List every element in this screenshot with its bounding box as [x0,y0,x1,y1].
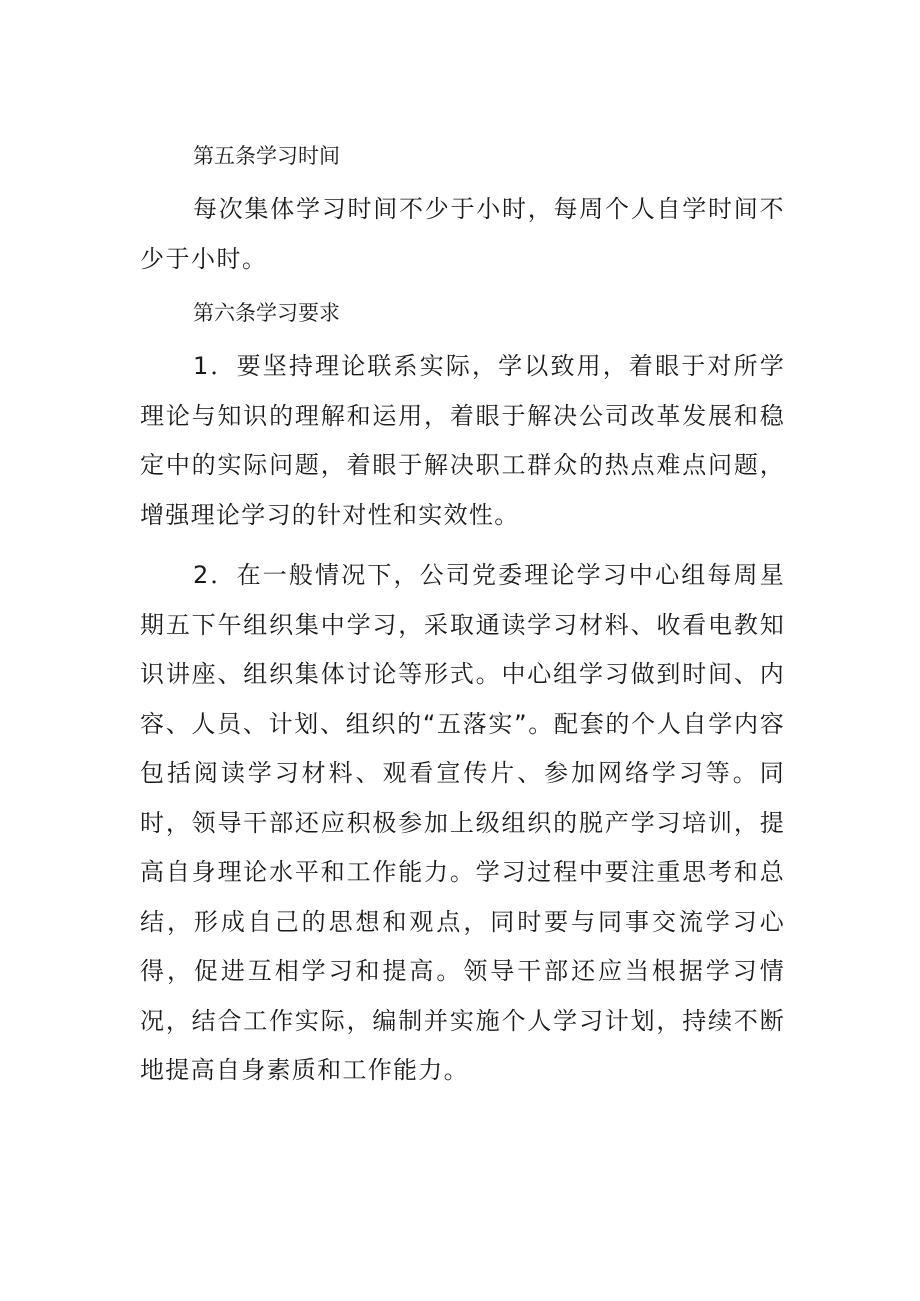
section-heading-study-time: 第五条学习时间 [193,144,340,168]
paragraph-requirement-1: 1．要坚持理论联系实际，学以致用，着眼于对所学理论与知识的理解和运用，着眼于解决公司改革发展和稳定中的实际问题，着眼于解决职工群众的热点难点问题，增强理论学习的针对性和实效性。 [140,352,785,529]
document-body [140,138,785,1107]
paragraph-requirement-2: 2．在一般情况下，公司党委理论学习中心组每周星期五下午组织集中学习，采取通读学习材料、收看电教知识讲座、组织集体讨论等形式。中心组学习做到时间、内容、人员、计划、组织的“五落实”。配套的个人自学内容包括阅读学习材料、观看宣传片、参加网络学习等。同时，领导干部还应积极参加上级组织的脱产学习培训，提高自身理论水平和工作能力。学习过程中要注重思考和总结，形成自己的思想和观点，同时要与同事交流学习心得，促进互相学习和提高。领导干部还应当根据学习情况，结合工作实际，编制并实施个人学习计划，持续不断地提高自身素质和工作能力。 [140,561,785,1084]
section-heading-study-requirements: 第六条学习要求 [193,301,340,325]
paragraph-study-time: 每次集体学习时间不少于小时，每周个人自学时间不少于小时。 [140,195,785,273]
